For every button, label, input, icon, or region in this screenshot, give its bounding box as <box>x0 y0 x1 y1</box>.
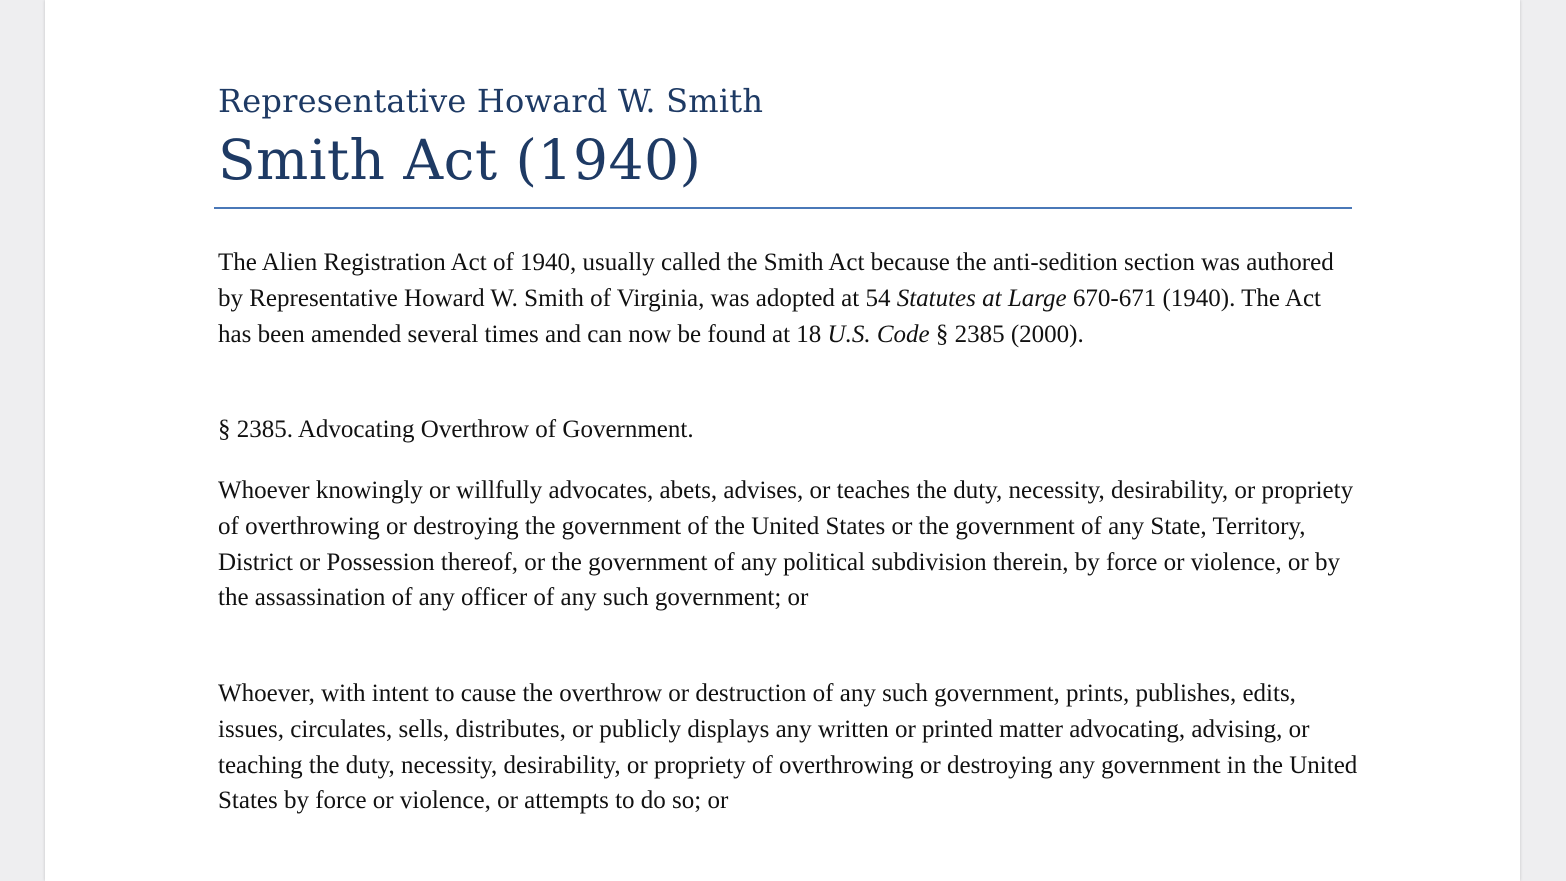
section-heading: § 2385. Advocating Overthrow of Government. <box>218 416 694 443</box>
intro-citation-code: U.S. Code <box>827 320 930 348</box>
intro-text-3: § 2385 (2000). <box>929 320 1084 348</box>
document-page <box>45 0 1520 881</box>
intro-text-2: 670-671 (1940). The Act has been amended several times and can now be found at 18 <box>218 284 1321 348</box>
document-title: Smith Act (1940) <box>218 128 702 192</box>
intro-citation-statutes: Statutes at Large <box>896 284 1067 312</box>
statute-paragraph-1: Whoever knowingly or willfully advocates, abets, advises, or teaches the duty, necessity, desirability, or propriety of overthrowing or destroying the government of the United States or the government of any State, Territory, District or Possession thereof, or the government of any political subdivision therein, by force or violence, or by the assassination of any officer of any such government; or <box>218 477 1354 612</box>
intro-text-1: The Alien Registration Act of 1940, usually called the Smith Act because the anti-sedition section was authored by Representative Howard W. Smith of Virginia, was adopted at 54 <box>218 249 1334 312</box>
document-subtitle: Representative Howard W. Smith <box>218 82 764 120</box>
title-divider <box>214 207 1352 209</box>
intro-paragraph <box>218 245 1358 352</box>
statute-paragraph-2: Whoever, with intent to cause the overthrow or destruction of any such government, prints, publishes, edits, issues, circulates, sells, distributes, or publicly displays any written or printed matter advocating, advising, or teaching the duty, necessity, desirability, or propriety of overthrowing or destroying any government in the United States by force or violence, or attempts to do so; or <box>218 680 1358 815</box>
